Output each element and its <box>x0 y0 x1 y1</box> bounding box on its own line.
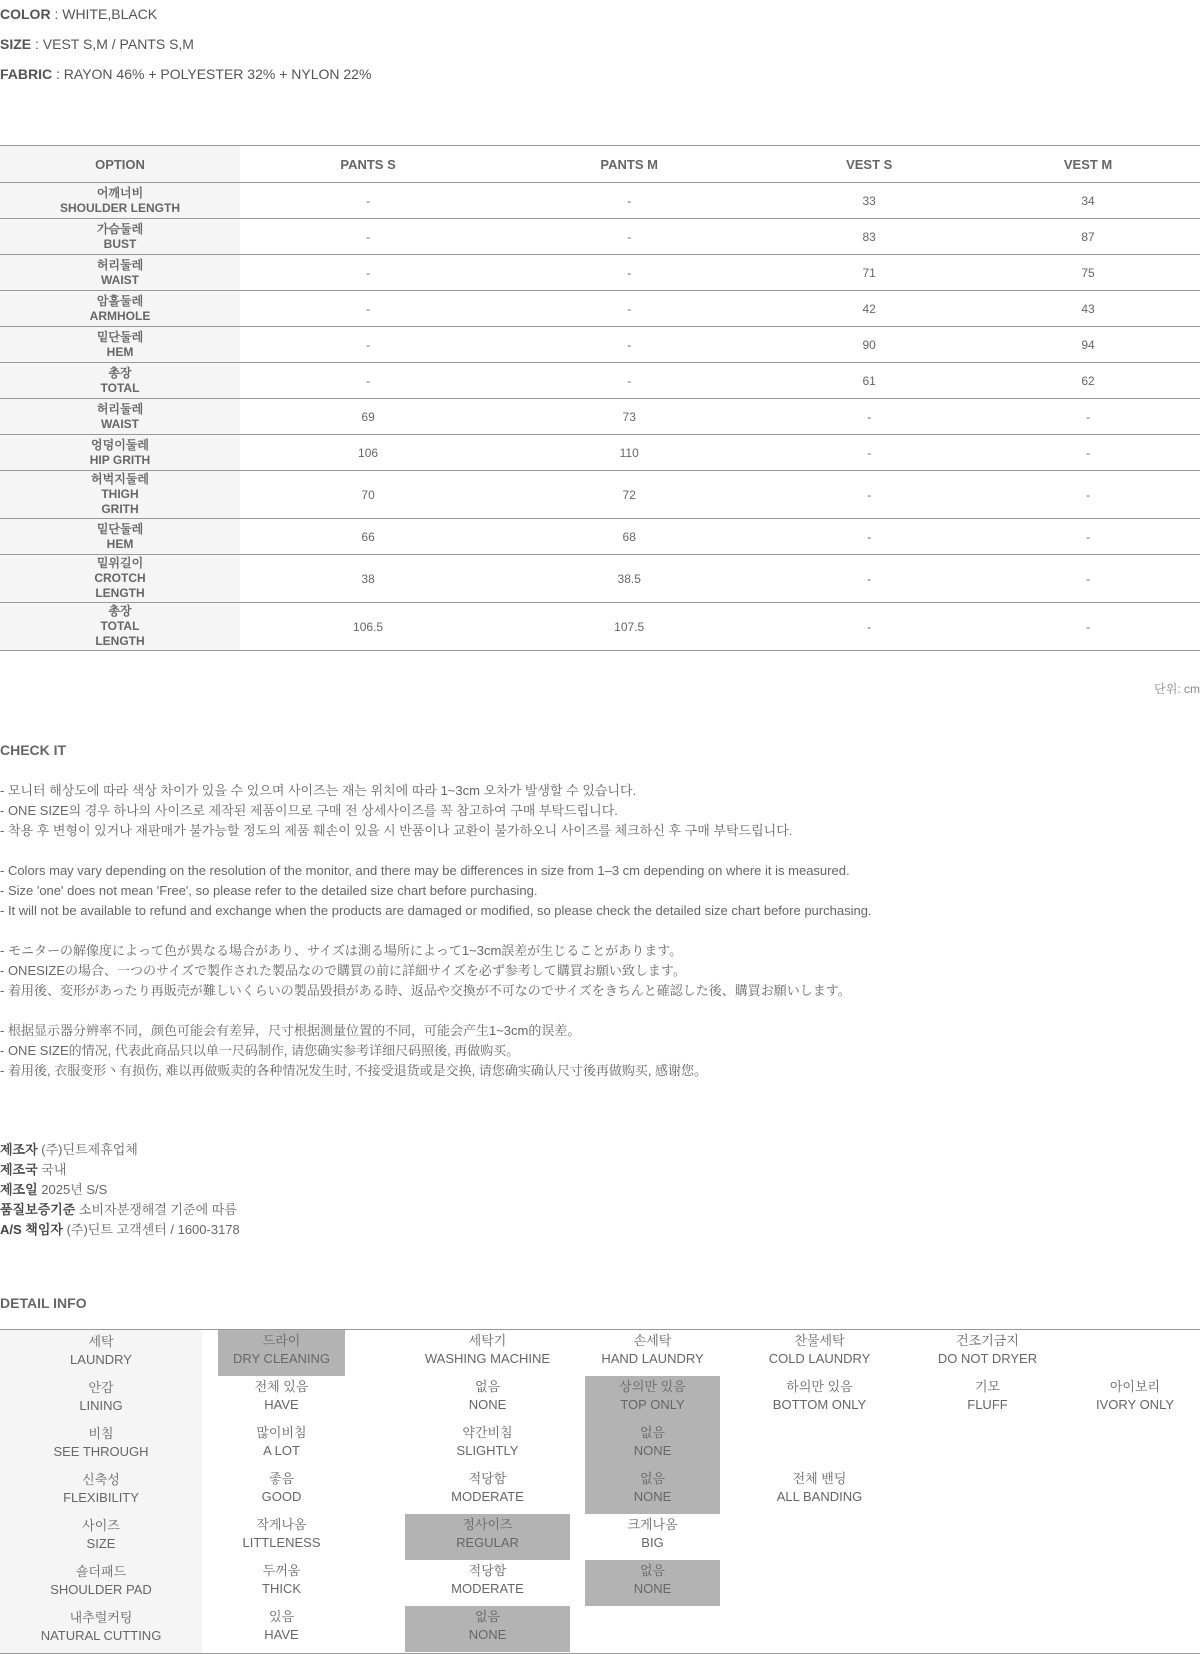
table-cell: 42 <box>762 291 976 327</box>
table-cell: 72 <box>496 471 762 519</box>
option-kr: 건조기금지 <box>956 1333 1019 1348</box>
table-cell: - <box>762 555 976 603</box>
table-cell: - <box>240 327 496 363</box>
detail-row-label-line: FLEXIBILITY <box>63 1490 139 1505</box>
info-fabric: FABRIC : RAYON 46% + POLYESTER 32% + NYLON 22% <box>0 66 372 82</box>
detail-row-label <box>0 1607 202 1653</box>
table-cell: - <box>976 603 1200 651</box>
detail-row-label-line: 신축성 <box>82 1472 120 1487</box>
maker-line <box>0 1140 240 1160</box>
table-cell: 106 <box>240 435 496 471</box>
table-cell: 106.5 <box>240 603 496 651</box>
notes-line: - It will not be available to refund and exchange when the products are damaged or modified, so please check the detailed size chart before purchasing. <box>0 903 872 918</box>
detail-row-label-line: 내추럴커팅 <box>69 1610 133 1625</box>
table-row <box>0 603 1200 651</box>
option-en: HAVE <box>264 1627 299 1642</box>
table-row <box>0 327 1200 363</box>
table-cell: 73 <box>496 399 762 435</box>
option-en: FLUFF <box>967 1397 1008 1412</box>
row-label-line: LENGTH <box>95 634 145 648</box>
option-kr: 손세탁 <box>633 1333 672 1348</box>
table-cell: 43 <box>976 291 1200 327</box>
table-cell: 68 <box>496 519 762 555</box>
detail-row-label-line: 세탁 <box>88 1334 114 1349</box>
table-row <box>0 435 1200 471</box>
detail-row-label <box>0 1469 202 1515</box>
option-kr: 하의만 있음 <box>786 1379 853 1394</box>
table-row <box>0 291 1200 327</box>
table-row <box>0 555 1200 603</box>
maker-value: 국내 <box>37 1162 67 1177</box>
table-cell: 90 <box>762 327 976 363</box>
option-kr: 세탁기 <box>468 1333 507 1348</box>
row-label-line: 가슴둘레 <box>96 221 144 236</box>
detail-option-selected <box>585 1422 720 1468</box>
option-en: WASHING MACHINE <box>424 1351 551 1366</box>
table-cell: 70 <box>240 471 496 519</box>
notes-line: - モニターの解像度によって色が異なる場合があり、サイズは測る場所によって1~3cm誤差が生じることがあります。 <box>0 943 683 958</box>
detail-option <box>1060 1376 1200 1422</box>
detail-option <box>218 1560 345 1606</box>
detail-info-grid <box>0 1329 1200 1654</box>
table-cell: - <box>976 399 1200 435</box>
detail-row-label-line: LINING <box>79 1398 123 1413</box>
detail-option <box>905 1330 1070 1376</box>
maker-line <box>0 1160 240 1180</box>
row-label <box>0 327 240 363</box>
detail-option <box>218 1422 345 1468</box>
row-label <box>0 555 240 603</box>
table-cell: 71 <box>762 255 976 291</box>
table-cell: 107.5 <box>496 603 762 651</box>
table-cell: - <box>762 399 976 435</box>
row-label-line: 밑단둘레 <box>96 329 144 344</box>
row-label <box>0 255 240 291</box>
detail-row-label-line: SEE THROUGH <box>53 1444 149 1459</box>
option-kr: 작게나옴 <box>256 1517 307 1532</box>
option-en: DO NOT DRYER <box>937 1351 1038 1366</box>
table-cell: - <box>976 519 1200 555</box>
row-label-line: 밑단둘레 <box>96 521 144 536</box>
maker-value: (주)딘트 고객센터 / 1600-3178 <box>62 1222 240 1237</box>
option-kr: 있음 <box>268 1609 295 1624</box>
option-en: NONE <box>633 1581 672 1596</box>
option-kr: 많이비침 <box>256 1425 307 1440</box>
row-label-line: 암홀둘레 <box>96 293 144 308</box>
option-en: NONE <box>633 1489 672 1504</box>
notes-paragraph <box>0 781 1200 841</box>
option-en: TOP ONLY <box>620 1397 685 1412</box>
option-en: IVORY ONLY <box>1095 1397 1175 1412</box>
notes-line: - Colors may vary depending on the resolution of the monitor, and there may be differences in size from 1–3 cm depending on where it is measured. <box>0 863 850 878</box>
table-cell: 87 <box>976 219 1200 255</box>
size-table-header <box>0 146 1200 183</box>
option-en: COLD LAUNDRY <box>768 1351 871 1366</box>
notes-line: - ONE SIZE的情况, 代表此商品只以单一尺码制作, 请您确实参考详细尺码照後, 再做购买。 <box>0 1043 520 1058</box>
option-kr: 아이보리 <box>1109 1379 1161 1394</box>
table-row <box>0 519 1200 555</box>
row-label-line: SHOULDER LENGTH <box>60 200 180 215</box>
detail-option-selected <box>585 1468 720 1514</box>
maker-line <box>0 1220 240 1240</box>
row-label-line: 허벅지둘레 <box>91 472 149 486</box>
maker-value: (주)딘트제휴업체 <box>37 1142 138 1157</box>
notes-line: - ONESIZEの場合、一つのサイズで製作された製品なので購買の前に詳細サイズを必ず参考して購買お願い致します。 <box>0 963 686 978</box>
table-cell: - <box>496 327 762 363</box>
option-en: A LOT <box>263 1443 300 1458</box>
check-it-notes <box>0 781 1200 1101</box>
table-cell: 34 <box>976 183 1200 219</box>
row-label-line: HEM <box>106 344 134 359</box>
notes-line: - 모니터 해상도에 따라 색상 차이가 있을 수 있으며 사이즈는 재는 위치에 따라 1~3cm 오차가 발생할 수 있습니다. <box>0 783 637 798</box>
table-cell: - <box>240 363 496 399</box>
info-color: COLOR : WHITE,BLACK <box>0 6 158 22</box>
notes-line: - 根据显示器分辨率不同，颜色可能会有差异，尺寸根据测量位置的不同，可能会产生1~3cm的误差。 <box>0 1023 581 1038</box>
row-label <box>0 399 240 435</box>
check-it-title: CHECK IT <box>0 742 67 758</box>
table-cell: 75 <box>976 255 1200 291</box>
maker-line <box>0 1200 240 1220</box>
table-cell: - <box>240 255 496 291</box>
notes-line: - 착용 후 변형이 있거나 재판매가 불가능할 정도의 제품 훼손이 있을 시 반품이나 교환이 불가하오니 사이즈를 체크하신 후 구매 부탁드립니다. <box>0 823 793 838</box>
detail-option <box>585 1330 720 1376</box>
option-kr: 약간비침 <box>462 1425 513 1440</box>
option-kr: 크게나옴 <box>627 1517 678 1532</box>
option-en: THICK <box>262 1581 301 1596</box>
detail-option <box>218 1606 345 1652</box>
table-cell: 66 <box>240 519 496 555</box>
notes-paragraph <box>0 941 1200 1001</box>
table-cell: 61 <box>762 363 976 399</box>
option-kr: 정사이즈 <box>462 1517 513 1532</box>
row-label <box>0 363 240 399</box>
detail-option <box>405 1376 570 1422</box>
option-en: MODERATE <box>451 1581 524 1596</box>
option-en: BIG <box>641 1535 664 1550</box>
table-cell: - <box>976 435 1200 471</box>
option-kr: 상의만 있음 <box>619 1379 686 1394</box>
header-pants-s: PANTS S <box>240 146 496 183</box>
notes-line: - Size 'one' does not mean 'Free', so please refer to the detailed size chart before purchasing. <box>0 883 538 898</box>
notes-paragraph <box>0 1021 1200 1081</box>
unit-label: 단위: cm <box>1154 682 1200 696</box>
table-cell: - <box>496 363 762 399</box>
row-label-line: HIP GRITH <box>89 452 151 467</box>
detail-option <box>405 1468 570 1514</box>
option-en: SLIGHTLY <box>456 1443 519 1458</box>
detail-row-label <box>0 1423 202 1469</box>
row-label-line: 허리둘레 <box>96 257 144 272</box>
detail-option <box>405 1422 570 1468</box>
row-label-line: TOTAL <box>100 619 140 633</box>
maker-label: 제조자 <box>0 1142 38 1157</box>
maker-label: 제조일 <box>0 1182 38 1197</box>
row-label <box>0 603 240 651</box>
table-cell: - <box>762 519 976 555</box>
option-en: GOOD <box>261 1489 302 1504</box>
maker-label: A/S 책임자 <box>0 1222 63 1237</box>
option-kr: 좋음 <box>268 1471 295 1486</box>
table-cell: - <box>240 183 496 219</box>
row-label <box>0 183 240 219</box>
row-label <box>0 291 240 327</box>
table-row <box>0 399 1200 435</box>
row-label-line: 밑위길이 <box>96 556 144 570</box>
detail-row-label-line: 비침 <box>88 1426 114 1441</box>
maker-value: 소비자분쟁해결 기준에 따름 <box>75 1202 237 1217</box>
option-kr: 적당함 <box>468 1471 507 1486</box>
option-kr: 없음 <box>639 1563 666 1578</box>
table-cell: - <box>496 219 762 255</box>
detail-option-selected <box>585 1376 720 1422</box>
notes-paragraph <box>0 861 1200 921</box>
option-kr: 두꺼움 <box>262 1563 301 1578</box>
info-size: SIZE : VEST S,M / PANTS S,M <box>0 36 194 52</box>
table-row <box>0 471 1200 519</box>
row-label-line: ARMHOLE <box>89 308 151 323</box>
table-cell: - <box>762 471 976 519</box>
row-label-line: WAIST <box>101 416 139 431</box>
table-cell: - <box>976 555 1200 603</box>
option-kr: 전체 있음 <box>254 1379 309 1394</box>
row-label-line: 총장 <box>108 604 132 618</box>
row-label-line: GRITH <box>101 502 139 516</box>
table-cell: 33 <box>762 183 976 219</box>
header-pants-m: PANTS M <box>496 146 762 183</box>
detail-row-label <box>0 1331 202 1377</box>
maker-info <box>0 1140 240 1240</box>
row-label <box>0 471 240 519</box>
option-kr: 없음 <box>639 1471 666 1486</box>
table-cell: - <box>976 471 1200 519</box>
detail-option-selected <box>585 1560 720 1606</box>
row-label-line: THIGH <box>101 487 139 501</box>
table-row <box>0 363 1200 399</box>
option-en: HAVE <box>264 1397 299 1412</box>
table-cell: - <box>496 291 762 327</box>
detail-option <box>218 1514 345 1560</box>
detail-row-label-line: SHOULDER PAD <box>50 1582 152 1597</box>
detail-option <box>585 1514 720 1560</box>
row-label <box>0 519 240 555</box>
table-cell: 110 <box>496 435 762 471</box>
row-label-line: CROTCH <box>94 571 146 585</box>
option-kr: 없음 <box>639 1425 666 1440</box>
table-row <box>0 255 1200 291</box>
notes-line: - ONE SIZE의 경우 하나의 사이즈로 제작된 제품이므로 구매 전 상세사이즈를 꼭 참고하여 구매 부탁드립니다. <box>0 803 618 818</box>
detail-option-selected <box>218 1330 345 1376</box>
row-label-line: BUST <box>103 236 137 251</box>
row-label-line: WAIST <box>101 272 139 287</box>
table-cell: 38 <box>240 555 496 603</box>
detail-option-selected <box>405 1514 570 1560</box>
row-label-line: 엉덩이둘레 <box>91 437 149 452</box>
option-en: BOTTOM ONLY <box>772 1397 867 1412</box>
detail-option <box>218 1376 345 1422</box>
table-row <box>0 183 1200 219</box>
table-cell: 38.5 <box>496 555 762 603</box>
row-label-line: 어깨너비 <box>96 185 144 200</box>
table-row <box>0 219 1200 255</box>
maker-label: 제조국 <box>0 1162 38 1177</box>
row-label <box>0 219 240 255</box>
option-en: DRY CLEANING <box>232 1351 331 1366</box>
table-cell: 62 <box>976 363 1200 399</box>
table-cell: 94 <box>976 327 1200 363</box>
option-kr: 기모 <box>974 1379 1001 1394</box>
option-kr: 없음 <box>474 1379 501 1394</box>
detail-info-title: DETAIL INFO <box>0 1295 87 1311</box>
detail-row-label-line: LAUNDRY <box>70 1352 132 1367</box>
header-vest-s: VEST S <box>762 146 976 183</box>
detail-row-label-line: 숄더패드 <box>75 1564 127 1579</box>
option-en: HAND LAUNDRY <box>601 1351 704 1366</box>
detail-option <box>218 1468 345 1514</box>
detail-row-label <box>0 1561 202 1607</box>
table-cell: 83 <box>762 219 976 255</box>
option-kr: 드라이 <box>262 1333 301 1348</box>
row-label <box>0 435 240 471</box>
row-label-line: LENGTH <box>95 586 145 600</box>
option-en: REGULAR <box>456 1535 519 1550</box>
option-kr: 없음 <box>474 1609 501 1624</box>
maker-label: 품질보증기준 <box>0 1202 76 1217</box>
row-label-line: 허리둘레 <box>96 401 144 416</box>
detail-row-label-line: 안감 <box>88 1380 114 1395</box>
table-cell: 69 <box>240 399 496 435</box>
row-label-line: HEM <box>106 536 134 551</box>
option-en: NONE <box>468 1627 507 1642</box>
detail-row-label-line: SIZE <box>86 1536 116 1551</box>
detail-option <box>752 1468 887 1514</box>
size-table <box>0 145 1200 651</box>
detail-row-label-line: 사이즈 <box>82 1518 120 1533</box>
table-cell: - <box>240 219 496 255</box>
detail-option <box>752 1376 887 1422</box>
table-cell: - <box>762 435 976 471</box>
option-en: NONE <box>468 1397 507 1412</box>
maker-line <box>0 1180 240 1200</box>
detail-option <box>405 1560 570 1606</box>
detail-row-label-line: NATURAL CUTTING <box>40 1628 162 1643</box>
header-option: OPTION <box>0 146 240 183</box>
table-cell: - <box>496 255 762 291</box>
option-kr: 찬물세탁 <box>794 1333 845 1348</box>
header-vest-m: VEST M <box>976 146 1200 183</box>
table-cell: - <box>762 603 976 651</box>
notes-line: - 着用後、変形があったり再販売が難しいくらいの製品毀損がある時、返品や交換が不可なのでサイズをきちんと確認した後、購買お願いします。 <box>0 983 851 998</box>
detail-row-label <box>0 1515 202 1561</box>
option-en: ALL BANDING <box>776 1489 863 1504</box>
detail-option <box>905 1376 1070 1422</box>
option-en: NONE <box>633 1443 672 1458</box>
detail-row-label <box>0 1377 202 1423</box>
row-label-line: TOTAL <box>100 380 140 395</box>
table-cell: - <box>496 183 762 219</box>
row-label-line: 총장 <box>108 365 132 380</box>
maker-value: 2025년 S/S <box>37 1182 108 1197</box>
table-cell: - <box>240 291 496 327</box>
option-kr: 전체 밴딩 <box>792 1471 847 1486</box>
option-en: LITTLENESS <box>242 1535 321 1550</box>
detail-option-selected <box>405 1606 570 1652</box>
notes-line: - 着用後, 衣服变形丶有损伤, 难以再做贩卖的各种情况发生时, 不接受退货或是交换, 请您确实确认尺寸後再做购买, 感谢您。 <box>0 1063 708 1078</box>
detail-option <box>405 1330 570 1376</box>
option-en: MODERATE <box>451 1489 524 1504</box>
detail-option <box>752 1330 887 1376</box>
option-kr: 적당함 <box>468 1563 507 1578</box>
